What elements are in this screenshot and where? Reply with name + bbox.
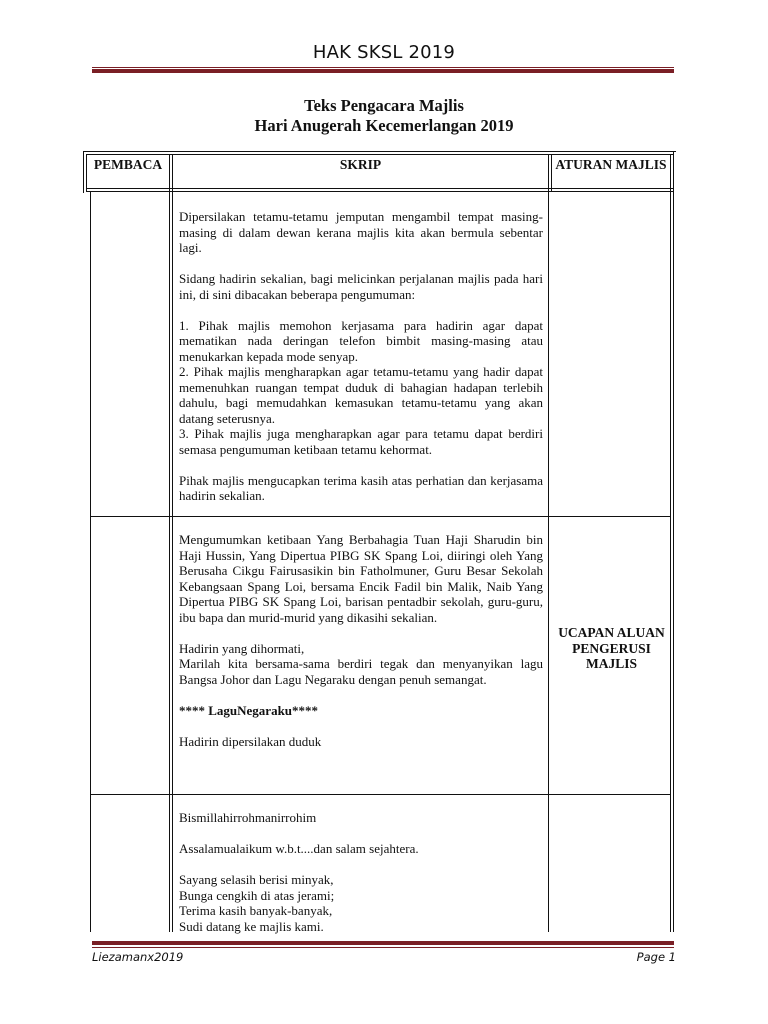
script-paragraph: Hadirin dipersilakan duduk: [179, 733, 322, 749]
table-border-right-outer: [673, 151, 674, 932]
poem-line: Sudi datang ke majlis kami.: [179, 918, 324, 934]
table-border-right-inner: [670, 154, 671, 932]
column-separator-1: [169, 154, 170, 932]
script-paragraph: 2. Pihak majlis mengharapkan agar tetamu-tetamu yang hadir dapat memenuhkan ruangan tempat duduk di bahagian hadapan terlebih dahulu, bagi memudahkan kemasukan tetamu-tetamu yang akan datang seterusnya.: [179, 364, 543, 426]
script-paragraph: Sidang hadirin sekalian, bagi melicinkan perjalanan majlis pada hari ini, di sini dibacakan beberapa pengumuman:: [179, 271, 543, 302]
row-separator-1: [90, 516, 670, 517]
poem-line: Terima kasih banyak-banyak,: [179, 903, 333, 918]
aturan-cell-row-2: UCAPAN ALUAN PENGERUSI MAJLIS: [558, 625, 665, 671]
header-border-bottom-1: [86, 188, 673, 189]
header-rule-thick: [92, 69, 674, 73]
script-paragraph: Pihak majlis mengucapkan terima kasih atas perhatian dan kerjasama hadirin sekalian.: [179, 472, 543, 503]
script-paragraph: Marilah kita bersama-sama berdiri tegak dan menyanyikan lagu Bangsa Johor dan Lagu Negaraku dengan penuh semangat.: [179, 656, 543, 687]
script-cell-row-2: [179, 532, 543, 749]
document-title-line-1: Teks Pengacara Majlis: [304, 96, 464, 115]
table-border-top-inner: [86, 154, 673, 155]
column-separator-2: [548, 154, 549, 932]
poem-line: Bunga cengkih di atas jerami;: [179, 887, 335, 903]
script-paragraph: 1. Pihak majlis memohon kerjasama para hadirin agar dapat mematikan nada deringan telefon bimbit masing-masing atau menukarkan kepada mode senyap.: [179, 317, 543, 364]
header-rule-thin: [92, 67, 674, 68]
script-paragraph: Hadirin yang dihormati,: [179, 640, 305, 656]
footer-author: Liezamanx2019: [92, 950, 184, 964]
footer-rule-thick: [92, 941, 674, 945]
script-paragraph: Dipersilakan tetamu-tetamu jemputan mengambil tempat masing-masing di dalam dewan kerana majlis kita akan bermula sebentar lagi.: [179, 209, 543, 255]
column-separator-1b: [172, 154, 173, 932]
script-paragraph: 3. Pihak majlis juga mengharapkan agar para tetamu dapat berdiri semasa pengumuman ketibaan tetamu kehormat.: [179, 426, 543, 457]
table-border-left: [90, 191, 91, 932]
document-title: [0, 96, 768, 136]
header-border-bottom-2: [86, 191, 673, 192]
anthem-label: **** LaguNegaraku****: [179, 702, 319, 718]
script-cell-row-3: [179, 810, 543, 934]
footer-page-number: Page 1: [636, 950, 676, 964]
footer-rule-thin: [92, 947, 674, 948]
document-title-line-2: Hari Anugerah Kecemerlangan 2019: [254, 116, 514, 135]
column-header-pembaca: PEMBACA: [93, 157, 163, 172]
column-header-aturan: ATURAN MAJLIS: [555, 157, 667, 172]
poem-line: Sayang selasih berisi minyak,: [179, 872, 334, 887]
script-paragraph: Mengumumkan ketibaan Yang Berbahagia Tuan Haji Sharudin bin Haji Hussin, Yang Dipertua PIBG SK Spang Loi, diiringi oleh Yang Berusaha Cikgu Fairusasikin bin Fatholmuner, Guru Besar Sekolah Kebangsaan Spang Loi, bersama Encik Fadil bin Malik, Naib Yang Dipertua PIBG SK Spang Loi, barisan pentadbir sekolah, guru-guru, ibu bapa dan murid-murid yang dikasihi sekalian.: [179, 532, 543, 625]
table-border-top-outer: [83, 151, 676, 152]
script-paragraph: Bismillahirrohmanirrohim: [179, 810, 317, 825]
script-cell-row-1: [179, 209, 543, 504]
script-paragraph: Assalamualaikum w.b.t....dan salam sejahtera.: [179, 841, 419, 856]
row-separator-2: [90, 794, 670, 795]
table-border-left-outer: [83, 151, 84, 193]
column-header-skrip: SKRIP: [339, 157, 382, 172]
running-header-title: HAK SKSL 2019: [312, 42, 456, 63]
